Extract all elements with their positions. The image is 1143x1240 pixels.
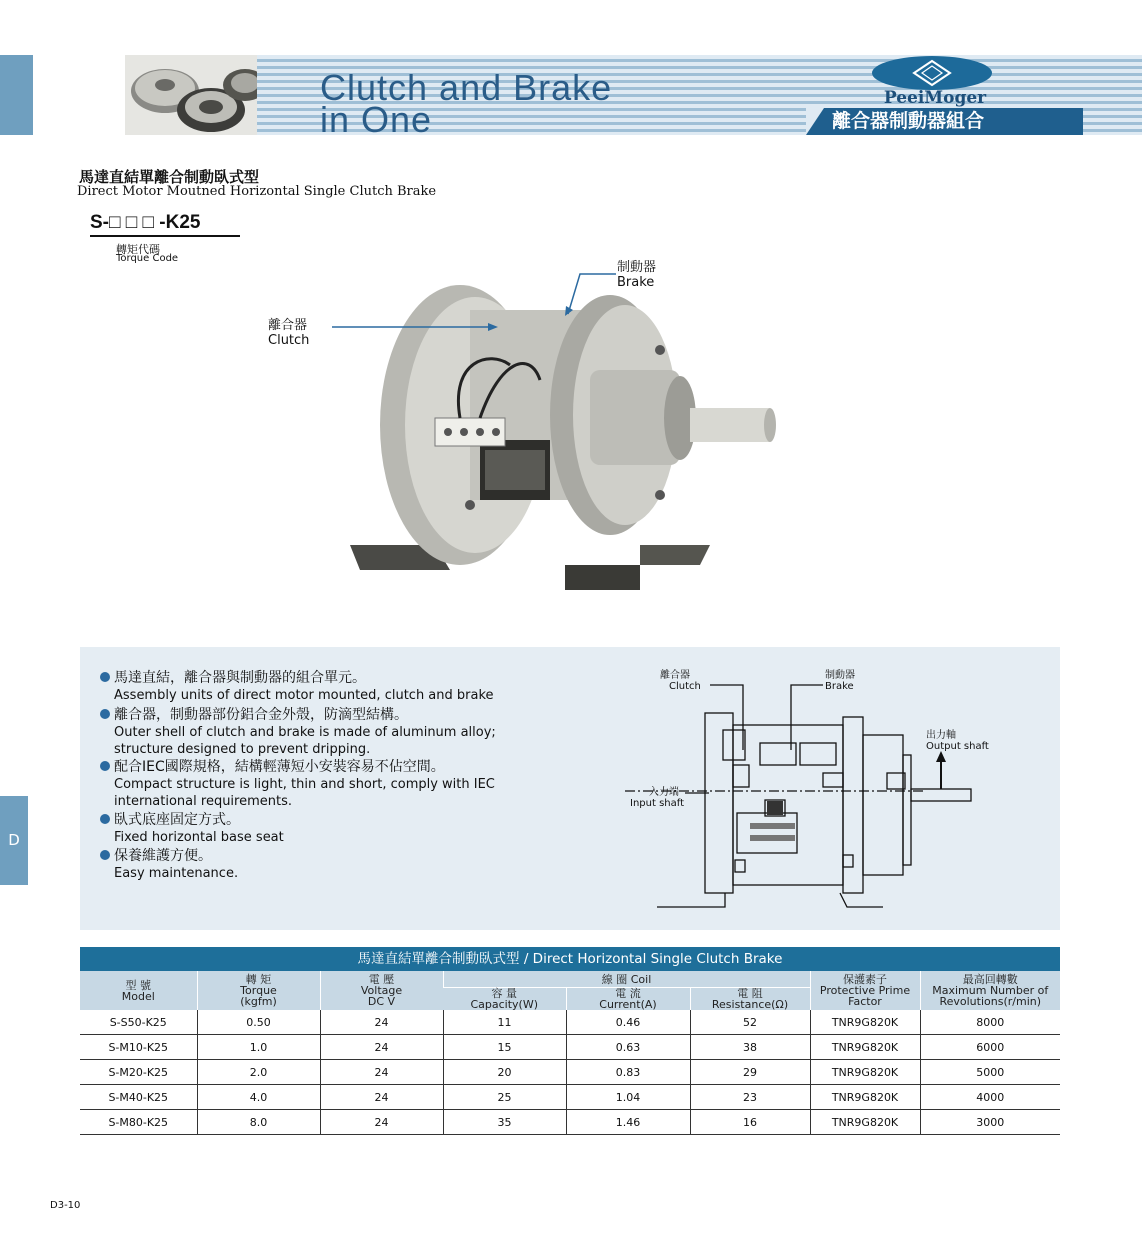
feature-en: Fixed horizontal base seat (114, 830, 284, 845)
table-title: 馬達直結單離合制動臥式型 / Direct Horizontal Single Clutch Brake (80, 947, 1060, 971)
side-tab-top (0, 55, 33, 135)
feature-zh: 配合IEC國際規格，結構輕薄短小安裝容易不佔空間。 (114, 759, 445, 775)
feature-item (100, 845, 238, 883)
cell-current: 1.04 (566, 1085, 690, 1110)
cell-capacity: 11 (443, 1010, 566, 1035)
bullet-icon (100, 672, 110, 682)
header-capacity-zh: 容 量 (491, 987, 517, 1000)
feature-item (100, 756, 495, 810)
clutch-leader-arrow (330, 318, 500, 338)
header-torque-unit: (kgfm) (240, 995, 277, 1008)
feature-zh: 保養維護方便。 (114, 848, 212, 864)
cell-capacity: 15 (443, 1035, 566, 1060)
cell-voltage: 24 (320, 1035, 443, 1060)
table-row (80, 1110, 1060, 1135)
cell-resistance: 29 (690, 1060, 810, 1085)
table-row (80, 1035, 1060, 1060)
diagram-brake-label (825, 670, 855, 692)
bullet-icon (100, 850, 110, 860)
header-model (80, 971, 197, 1010)
cell-torque: 4.0 (197, 1085, 320, 1110)
torque-code-label-zh: 轉矩代碼 (116, 243, 160, 256)
header-coil: 線 圈 Coil (443, 971, 810, 988)
feature-en: structure designed to prevent dripping. (114, 742, 371, 757)
diagram-clutch-en: Clutch (669, 681, 701, 692)
header-rev-zh: 最高回轉數 (962, 973, 1018, 986)
cell-resistance: 16 (690, 1110, 810, 1135)
cell-capacity: 20 (443, 1060, 566, 1085)
header-torque-en: Torque (240, 984, 277, 997)
header-protect-en1: Protective Prime (819, 984, 911, 997)
header-current-zh: 電 流 (615, 987, 641, 1000)
diagram-brake-en: Brake (825, 681, 854, 692)
header-voltage-unit: DC V (367, 995, 396, 1008)
banner-corner (806, 108, 824, 135)
title-line-1: Clutch and Brake (320, 67, 613, 108)
feature-zh: 馬達直結，離合器與制動器的組合單元。 (114, 670, 366, 686)
cell-protect: TNR9G820K (810, 1110, 920, 1135)
cell-torque: 0.50 (197, 1010, 320, 1035)
feature-en: Compact structure is light, thin and short, comply with IEC (114, 777, 495, 792)
feature-item (100, 704, 496, 758)
cell-voltage: 24 (320, 1110, 443, 1135)
header-capacity-en: Capacity(W) (470, 998, 539, 1011)
cell-model: S-S50-K25 (80, 1010, 197, 1035)
header-rev-en1: Maximum Number of (932, 984, 1049, 997)
cell-current: 0.63 (566, 1035, 690, 1060)
cell-revolutions: 8000 (920, 1010, 1060, 1035)
brake-label (617, 260, 656, 290)
table-row (80, 1085, 1060, 1110)
cell-model: S-M20-K25 (80, 1060, 197, 1085)
cell-current: 1.46 (566, 1110, 690, 1135)
brake-label-en: Brake (617, 275, 655, 290)
diagram-input-label (630, 787, 684, 809)
feature-zh: 臥式底座固定方式。 (114, 812, 240, 828)
header-current-en: Current(A) (599, 998, 657, 1011)
cell-protect: TNR9G820K (810, 1085, 920, 1110)
brake-leader-arrow (560, 270, 620, 320)
header-model-zh: 型 號 (125, 978, 151, 992)
subtitle-en: Direct Motor Moutned Horizontal Single Clutch Brake (77, 184, 437, 199)
diagram-output-label (926, 730, 989, 752)
diagram-clutch-zh: 離合器 (660, 670, 690, 681)
header-resistance (690, 988, 810, 1011)
cell-protect: TNR9G820K (810, 1010, 920, 1035)
cell-protect: TNR9G820K (810, 1060, 920, 1085)
bullet-icon (100, 814, 110, 824)
torque-code-label-en: Torque Code (116, 253, 179, 264)
diagram-output-en: Output shaft (926, 741, 989, 752)
header-current (566, 988, 690, 1011)
brand-logo-icon (872, 56, 992, 90)
header-capacity (443, 988, 566, 1011)
page-title (320, 67, 613, 140)
clutch-label (268, 318, 309, 348)
header-revolutions (920, 971, 1060, 1010)
cell-torque: 2.0 (197, 1060, 320, 1085)
cell-voltage: 24 (320, 1060, 443, 1085)
diagram-brake-zh: 制動器 (825, 670, 855, 681)
header-voltage-zh: 電 壓 (368, 973, 395, 986)
table-row (80, 1060, 1060, 1085)
cell-capacity: 25 (443, 1085, 566, 1110)
brake-label-zh: 制動器 (617, 260, 657, 275)
cell-revolutions: 4000 (920, 1085, 1060, 1110)
spec-table (80, 971, 1060, 1135)
cell-current: 0.83 (566, 1060, 690, 1085)
header-voltage (320, 971, 443, 1010)
cell-model: S-M10-K25 (80, 1035, 197, 1060)
header-protect (810, 971, 920, 1010)
cell-resistance: 52 (690, 1010, 810, 1035)
header-model-en: Model (121, 989, 155, 1003)
feature-en: Outer shell of clutch and brake is made of aluminum alloy; (114, 725, 496, 740)
header-rev-en2: Revolutions(r/min) (939, 995, 1042, 1008)
clutch-label-en: Clutch (268, 333, 310, 348)
diagram-clutch-label (660, 670, 701, 692)
cross-section-diagram (625, 655, 1050, 925)
model-code-underline (90, 235, 240, 237)
page-number: D3-10 (50, 1200, 81, 1211)
diagram-input-zh: 入力端 (649, 787, 679, 798)
header-resistance-en: Resistance(Ω) (711, 998, 789, 1011)
brand-name: PeeiMoger (883, 88, 987, 108)
cell-revolutions: 3000 (920, 1110, 1060, 1135)
cell-revolutions: 6000 (920, 1035, 1060, 1060)
cell-resistance: 23 (690, 1085, 810, 1110)
cell-revolutions: 5000 (920, 1060, 1060, 1085)
cell-torque: 8.0 (197, 1110, 320, 1135)
title-line-2: in One (320, 99, 433, 140)
bullet-icon (100, 761, 110, 771)
header-voltage-en: Voltage (360, 984, 403, 997)
feature-zh: 離合器，制動器部份鋁合金外殼，防滴型結構。 (114, 707, 408, 723)
header-protect-en2: Factor (848, 995, 882, 1008)
table-header-row (80, 971, 1060, 988)
clutch-label-zh: 離合器 (268, 318, 308, 333)
header-product-image (125, 55, 257, 135)
feature-en: international requirements. (114, 794, 293, 809)
cell-voltage: 24 (320, 1010, 443, 1035)
header-torque (197, 971, 320, 1010)
feature-en: Easy maintenance. (114, 866, 239, 881)
feature-item (100, 809, 284, 847)
subtitle-zh: 馬達直結單離合制動臥式型 (79, 168, 260, 186)
section-tab: D (0, 796, 28, 885)
cell-model: S-M80-K25 (80, 1110, 197, 1135)
header-resistance-zh: 電 阻 (737, 987, 763, 1000)
table-row (80, 1010, 1060, 1035)
cell-current: 0.46 (566, 1010, 690, 1035)
bullet-icon (100, 709, 110, 719)
cell-voltage: 24 (320, 1085, 443, 1110)
feature-item (100, 667, 494, 705)
cell-capacity: 35 (443, 1110, 566, 1135)
diagram-input-en: Input shaft (630, 798, 685, 809)
header-torque-zh: 轉 矩 (245, 973, 272, 986)
zh-title-banner: 離合器制動器組合 (806, 108, 1083, 135)
cell-model: S-M40-K25 (80, 1085, 197, 1110)
feature-en: Assembly units of direct motor mounted, clutch and brake (114, 688, 494, 703)
header-protect-zh: 保護素子 (843, 973, 887, 986)
diagram-output-zh: 出力軸 (926, 730, 956, 741)
cell-resistance: 38 (690, 1035, 810, 1060)
cell-torque: 1.0 (197, 1035, 320, 1060)
model-code: S-□ □ □ -K25 (90, 212, 201, 233)
cell-protect: TNR9G820K (810, 1035, 920, 1060)
